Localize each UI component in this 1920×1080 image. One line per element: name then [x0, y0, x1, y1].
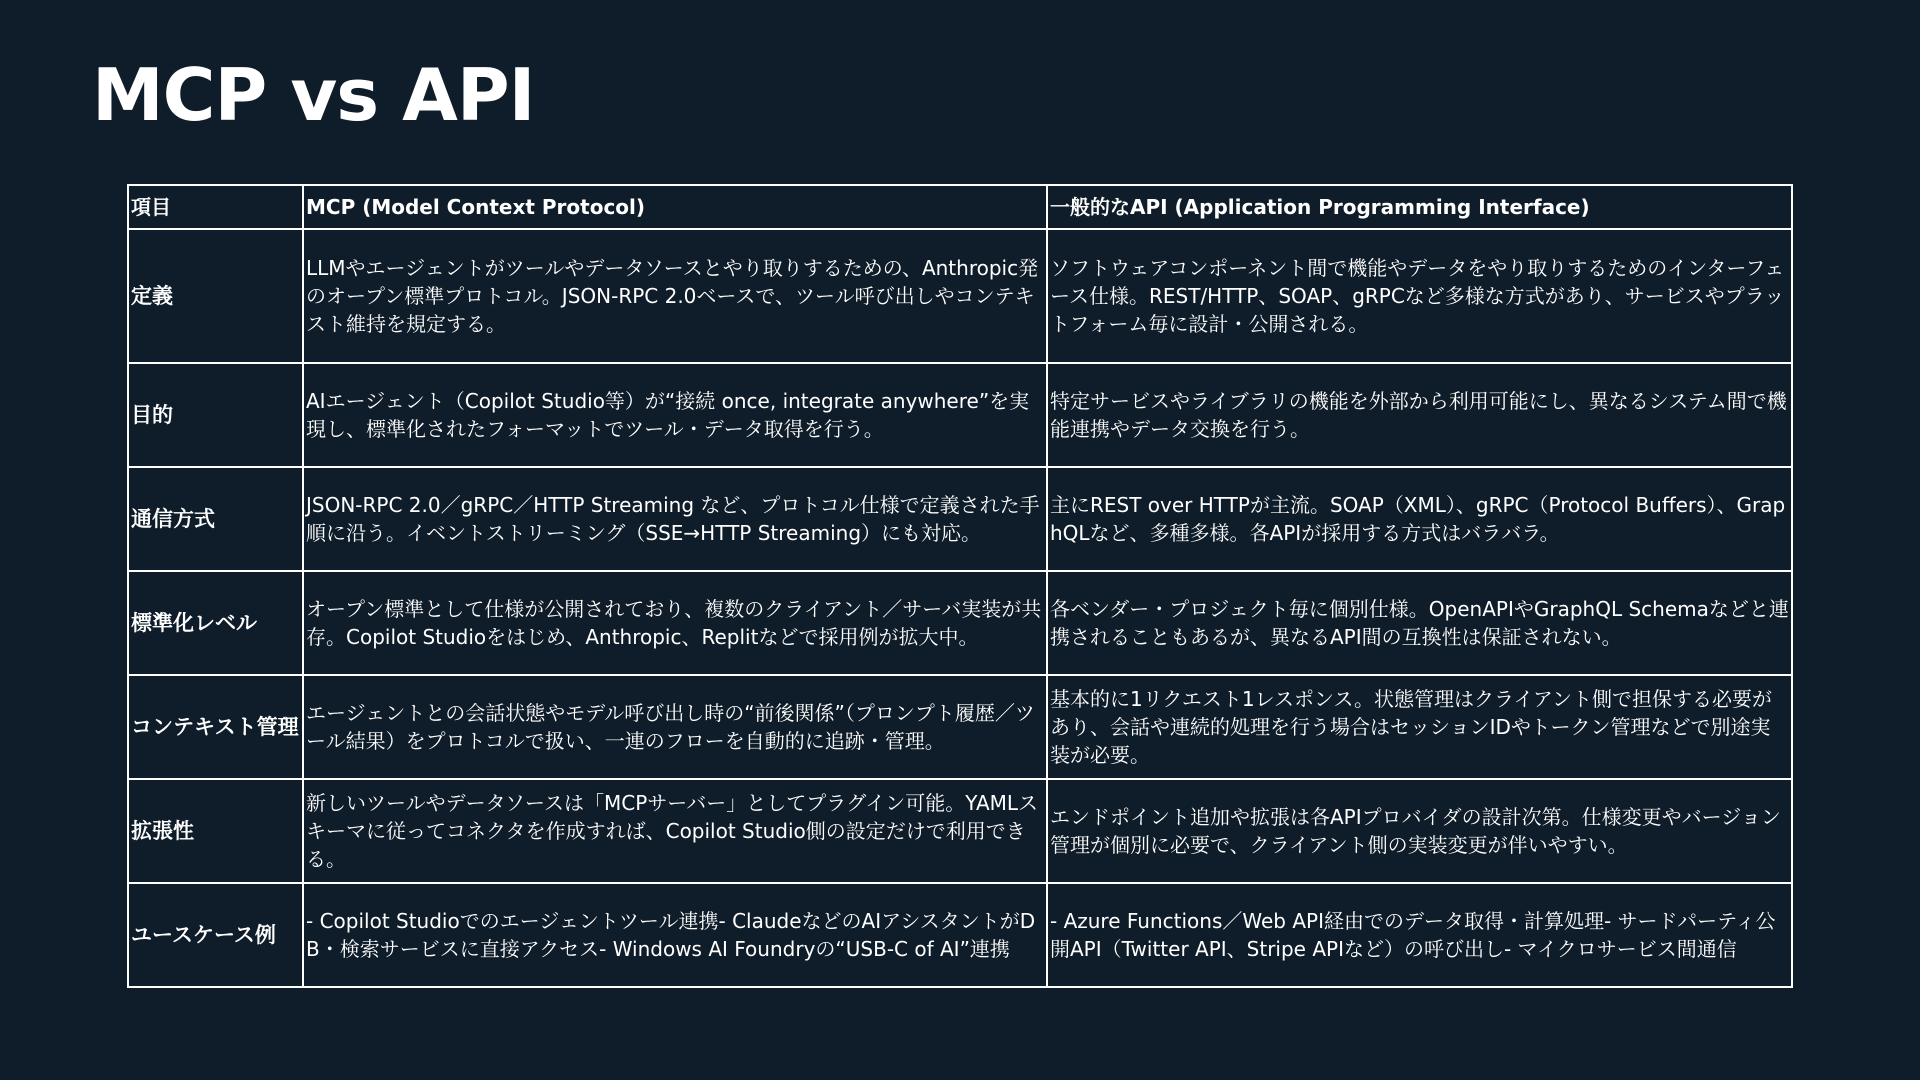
mcp-cell: AIエージェント（Copilot Studio等）が“接続 once, integrate anywhere”を実現し、標準化されたフォーマットでツール・データ取得を行う。 — [303, 363, 1047, 467]
api-cell: ソフトウェアコンポーネント間で機能やデータをやり取りするためのインターフェース仕様。REST/HTTP、SOAP、gRPCなど多様な方式があり、サービスやプラットフォーム毎に設計・公開される。 — [1047, 229, 1792, 363]
table-row — [128, 779, 1792, 883]
table-row — [128, 571, 1792, 675]
row-label: ユースケース例 — [128, 883, 303, 987]
row-label: 拡張性 — [128, 779, 303, 883]
mcp-cell: - Copilot Studioでのエージェントツール連携- ClaudeなどのAIアシスタントがDB・検索サービスに直接アクセス- Windows AI Foundryの“USB-C of AI”連携 — [303, 883, 1047, 987]
mcp-cell: JSON-RPC 2.0／gRPC／HTTP Streaming など、プロトコル仕様で定義された手順に沿う。イベントストリーミング（SSE→HTTP Streaming）にも対応。 — [303, 467, 1047, 571]
row-label: 定義 — [128, 229, 303, 363]
api-cell: 基本的に1リクエスト1レスポンス。状態管理はクライアント側で担保する必要があり、会話や連続的処理を行う場合はセッションIDやトークン管理などで別途実装が必要。 — [1047, 675, 1792, 779]
table-row — [128, 883, 1792, 987]
api-cell: 特定サービスやライブラリの機能を外部から利用可能にし、異なるシステム間で機能連携やデータ交換を行う。 — [1047, 363, 1792, 467]
api-cell: - Azure Functions／Web API経由でのデータ取得・計算処理- サードパーティ公開API（Twitter API、Stripe APIなど）の呼び出し- マイクロサービス間通信 — [1047, 883, 1792, 987]
table-row — [128, 675, 1792, 779]
table-row — [128, 229, 1792, 363]
api-cell: 各ベンダー・プロジェクト毎に個別仕様。OpenAPIやGraphQL Schemaなどと連携されることもあるが、異なるAPI間の互換性は保証されない。 — [1047, 571, 1792, 675]
header-api: 一般的なAPI (Application Programming Interface) — [1047, 185, 1792, 229]
table-header-row — [128, 185, 1792, 229]
row-label: 通信方式 — [128, 467, 303, 571]
row-label: 標準化レベル — [128, 571, 303, 675]
table-row — [128, 467, 1792, 571]
comparison-table — [127, 184, 1793, 988]
row-label: コンテキスト管理 — [128, 675, 303, 779]
slide-title: MCP vs API — [92, 53, 535, 137]
mcp-cell: 新しいツールやデータソースは「MCPサーバー」としてプラグイン可能。YAMLスキーマに従ってコネクタを作成すれば、Copilot Studio側の設定だけで利用できる。 — [303, 779, 1047, 883]
mcp-cell: オープン標準として仕様が公開されており、複数のクライアント／サーバ実装が共存。Copilot Studioをはじめ、Anthropic、Replitなどで採用例が拡大中。 — [303, 571, 1047, 675]
mcp-cell: LLMやエージェントがツールやデータソースとやり取りするための、Anthropic発のオープン標準プロトコル。JSON-RPC 2.0ベースで、ツール呼び出しやコンテキスト維持を規定する。 — [303, 229, 1047, 363]
api-cell: 主にREST over HTTPが主流。SOAP（XML）、gRPC（Protocol Buffers）、GraphQLなど、多種多様。各APIが採用する方式はバラバラ。 — [1047, 467, 1792, 571]
header-item: 項目 — [128, 185, 303, 229]
api-cell: エンドポイント追加や拡張は各APIプロバイダの設計次第。仕様変更やバージョン管理が個別に必要で、クライアント側の実装変更が伴いやすい。 — [1047, 779, 1792, 883]
header-mcp: MCP (Model Context Protocol) — [303, 185, 1047, 229]
table-row — [128, 363, 1792, 467]
mcp-cell: エージェントとの会話状態やモデル呼び出し時の“前後関係”（プロンプト履歴／ツール結果）をプロトコルで扱い、一連のフローを自動的に追跡・管理。 — [303, 675, 1047, 779]
comparison-table-container — [127, 184, 1791, 988]
row-label: 目的 — [128, 363, 303, 467]
